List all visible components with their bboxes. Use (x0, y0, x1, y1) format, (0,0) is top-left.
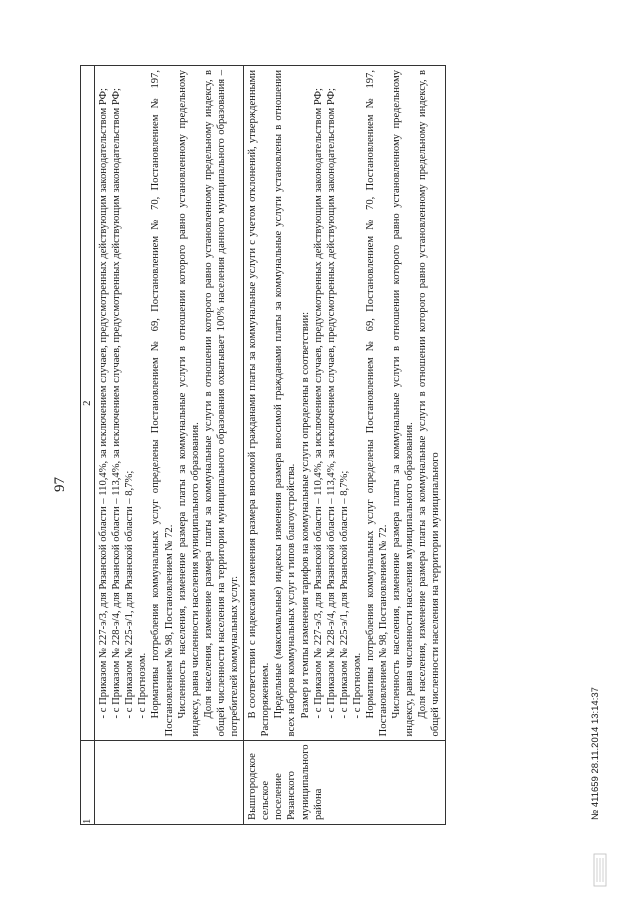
page-number-text: 97 (52, 477, 68, 492)
municipality-name-cell: Вышгородское сельское поселение Рязанского муниципального района (244, 741, 445, 825)
text-line: Численность населения, изменение размера платы за коммунальные услуги в отношении которого равно установленному предельному индексу, равна численности населения муниципального образования. (176, 70, 201, 737)
text-line: - с Прогнозом. (137, 652, 149, 719)
table-header-row (81, 66, 95, 825)
table-row-vyshgorodskoe (244, 66, 445, 825)
municipality-text-cell (244, 66, 445, 741)
text-line: Размер и темпы изменения тарифов на коммунальные услуги определены в соответствии: (299, 311, 311, 719)
table-row-continuation (95, 66, 244, 825)
text-line: - с Приказом № 225-э/1, для Рязанской области – 8,7%; (338, 470, 350, 719)
document-stamp-text: № 411659 28.11.2014 13:14:37 (590, 687, 601, 820)
column-2-header: 2 (81, 66, 95, 741)
text-line: Доля населения, изменение размера платы за коммунальные услуги в отношении которого равно установленному предельному индексу, в общей численности населения на территории муниципального (417, 70, 442, 737)
document-table (80, 65, 565, 825)
continuation-text-cell (95, 66, 244, 741)
registry-logo-icon (592, 852, 608, 888)
continuation-name-cell (95, 741, 244, 825)
text-line: - с Приказом № 227-э/3, для Рязанской области – 110,4%, за исключением случаев, предусмотренных действующим законодательством РФ; (312, 88, 324, 719)
text-line: - с Приказом № 228-э/4, для Рязанской области – 113,4%, за исключением случаев, предусмотренных действующим законодательством РФ; (325, 88, 337, 719)
text-line: - с Приказом № 225-э/1, для Рязанской области – 8,7%; (124, 470, 136, 719)
text-line: В соответствии с индексами изменения размера вносимой гражданами платы за коммунальные услуги с учетом отклонений, утвержденными Распоряжением. (247, 70, 272, 737)
regions-table (80, 65, 446, 825)
column-1-header: 1 (81, 741, 95, 825)
text-line: Нормативы потребления коммунальных услуг определены Постановлением № 69, Постановлением № 70, Постановлением № 197, Постановлением № 98, Постановлением № 72. (150, 70, 175, 737)
text-line: Численность населения, изменение размера платы за коммунальные услуги в отношении которого равно установленному предельному индексу, равна численности населения муниципального образования. (391, 70, 416, 737)
text-line: Доля населения, изменение размера платы за коммунальные услуги в отношении которого равно установленному предельному индексу, в общей численности населения на территории муниципального образования охватывает 100% населения данного муниципального образования – потребителей коммунальных услуг. (202, 70, 241, 737)
text-line: - с Приказом № 227-э/3, для Рязанской области – 110,4%, за исключением случаев, предусмотренных действующим законодательством РФ; (98, 88, 110, 719)
document-stamp (590, 660, 610, 820)
text-line: Нормативы потребления коммунальных услуг определены Постановлением № 69, Постановлением № 70, Постановлением № 197, Постановлением № 98, Постановлением № 72. (364, 70, 390, 737)
text-line: Предельные (максимальные) индексы изменения размера вносимой гражданами платы за коммунальные услуги установлены в отношении всех наборов коммунальных услуг и типов благоустройства. (273, 70, 298, 737)
page-number (50, 477, 74, 504)
text-line: - с Приказом № 228-э/4, для Рязанской области – 113,4%, за исключением случаев, предусмотренных действующим законодательством РФ; (111, 88, 123, 719)
text-line: - с Прогнозом. (351, 652, 363, 719)
